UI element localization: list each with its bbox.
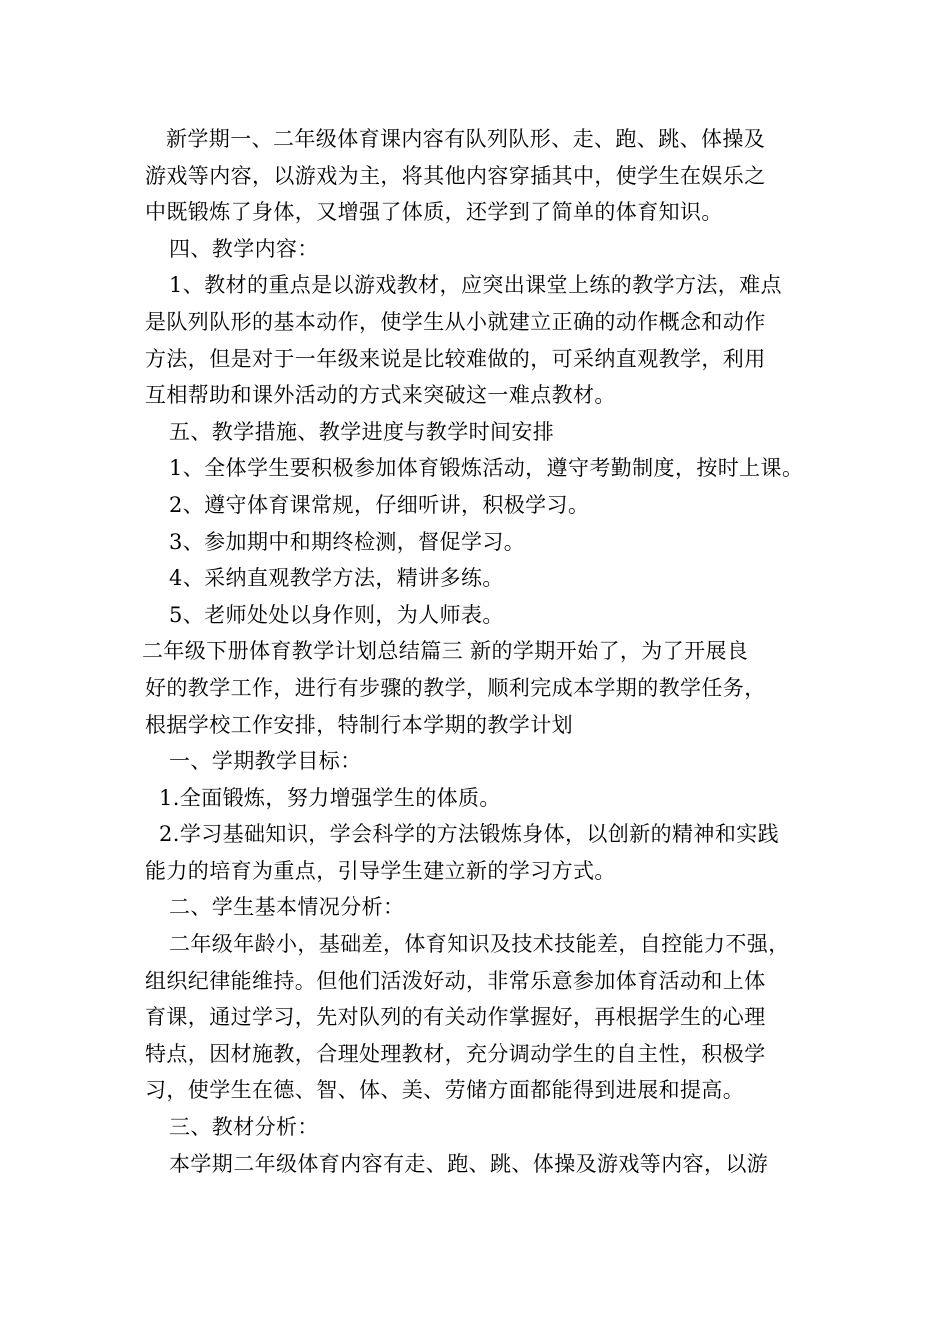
text-line: 一、学期教学目标： [169,749,362,774]
text-line: 1、教材的重点是以游戏教材，应突出课堂上练的教学方法，难点 [169,273,782,298]
text-line: 2.学习基础知识，学会科学的方法锻炼身体，以创新的精神和实践 [159,822,780,847]
text-line: 1.全面锻炼，努力增强学生的体质。 [159,785,501,810]
text-line: 育课，通过学习，先对队列的有关动作掌握好，再根据学生的心理 [145,1005,766,1030]
text-line: 4、采纳直观教学方法，精讲多练。 [169,566,504,591]
text-line: 方法，但是对于一年级来说是比较难做的，可采纳直观教学，利用 [145,346,766,371]
text-line: 新学期一、二年级体育课内容有队列队形、走、跑、跳、体操及 [166,127,766,151]
text-line: 好的教学工作，进行有步骤的教学，顺利完成本学期的教学任务， [145,675,766,700]
text-line: 是队列队形的基本动作，使学生从小就建立正确的动作概念和动作 [145,309,766,334]
text-line: 二年级年龄小，基础差，体育知识及技术技能差，自控能力不强， [169,932,790,957]
text-line: 1、全体学生要积极参加体育锻炼活动，遵守考勤制度，按时上课。 [169,456,804,481]
text-line: 2、遵守体育课常规，仔细听讲，积极学习。 [169,492,590,517]
text-line: 二年级下册体育教学计划总结篇三 新的学期开始了，为了开展良 [142,639,749,664]
text-line: 游戏等内容，以游戏为主，将其他内容穿插其中，使学生在娱乐之 [145,163,766,188]
text-line: 中既锻炼了身体，又增强了体质，还学到了简单的体育知识。 [145,200,723,225]
text-line: 3、参加期中和期终检测，督促学习。 [169,529,526,554]
text-line: 根据学校工作安排，特制行本学期的教学计划 [145,712,573,737]
text-line: 二、学生基本情况分析： [169,895,405,920]
text-line: 本学期二年级体育内容有走、跑、跳、体操及游戏等内容，以游 [169,1151,769,1176]
text-line: 五、教学措施、教学进度与教学时间安排 [169,419,555,444]
text-line: 三、教材分析： [169,1115,319,1140]
document-body [142,121,815,1182]
text-line: 四、教学内容： [169,236,319,261]
text-line: 习，使学生在德、智、体、美、劳储方面都能得到进展和提高。 [145,1078,745,1103]
text-line: 5、老师处处以身作则，为人师表。 [169,602,504,627]
text-line: 互相帮助和课外活动的方式来突破这一难点教材。 [145,383,616,408]
text-line: 组织纪律能维持。但他们活泼好动，非常乐意参加体育活动和上体 [145,968,766,993]
text-line: 特点，因材施教，合理处理教材，充分调动学生的自主性，积极学 [145,1041,766,1066]
text-line: 能力的培育为重点，引导学生建立新的学习方式。 [145,858,616,883]
